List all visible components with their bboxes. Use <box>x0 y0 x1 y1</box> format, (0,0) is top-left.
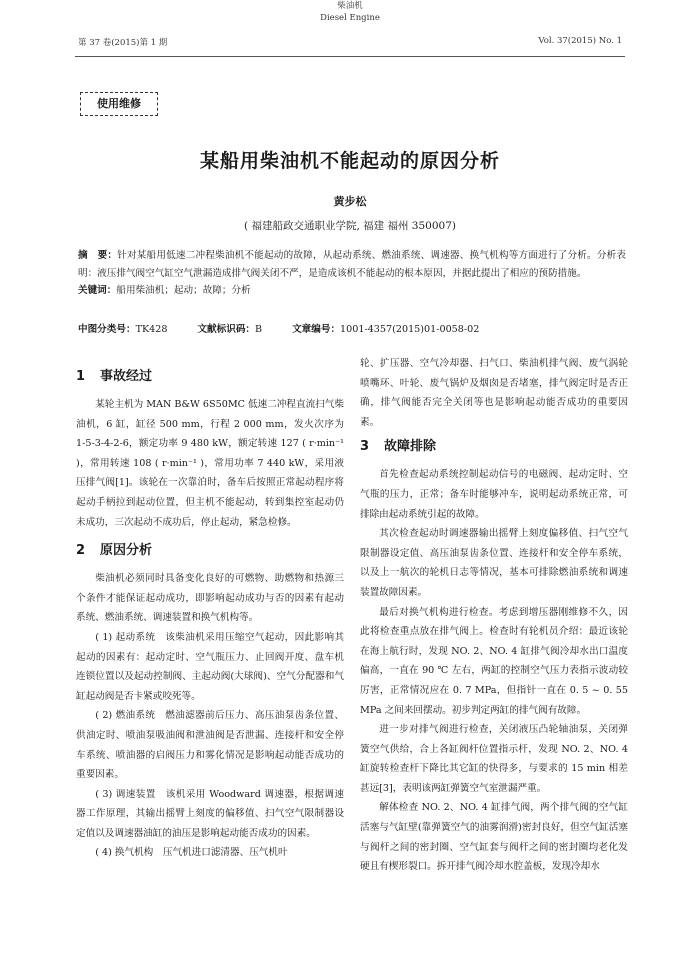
paragraph-split <box>76 843 344 863</box>
article-meta <box>78 321 479 335</box>
section-heading: 2 原因分析 <box>76 543 153 559</box>
category-tag: 使用维修 <box>80 92 158 116</box>
affiliation: ( 福建船政交通职业学院, 福建 福州 350007) <box>244 220 456 232</box>
article-no-label: 文章编号： <box>292 324 341 335</box>
paragraph: 某轮主机为 MAN B&W 6S50MC 低速二冲程直流扫气柴油机，6 缸，缸径 500 mm，行程 2 000 mm，发火次序为 1-5-3-4-2-6，额定功率 9 480 kW，额定转速 127 ( r·min⁻¹ )，常用转速 108 ( r·min⁻¹ )，常用功率 7 440 kW，采用液压排气阀[1]。该轮在一次靠泊时，备车后按照正常起动程序将起动手柄拉到起动位置，但主机不能起动，转到集控室起动仍未成功，三次起动不成功后，停止起动，紧急检修。 <box>76 399 344 528</box>
section-heading: 1 事故经过 <box>76 369 153 384</box>
paragraph: ( 3) 调速装置 该机采用 Woodward 调速器，根据调速器工作原理，其输出摇臂上刻度的偏移值、扫气空气限制器设定值以及调速器油缸的油压是影响起动能否成功的因素。 <box>76 788 344 839</box>
journal-issue-right: Vol. 37(2015) No. 1 <box>538 36 622 46</box>
paragraph-part-right: 轮、扩压器、空气冷却器、扫气口、柴油机排气阀、废气涡轮喷嘴环、叶轮、废气锅炉及烟囱是否堵塞，排气阀定时是否正确，排气阀能否完全关闭等也是影响起动能否成功的重要因素。 <box>360 358 628 428</box>
section-heading: 3 故障排除 <box>360 439 437 455</box>
abstract-text: 针对某船用低速二冲程柴油机不能起动的故障，从起动系统、燃油系统、调速器、换气机构等方面进行了分析。分析表明：液压排气阀空气缸空气泄漏造成排气阀关闭不严，是造成该机不能起动的根本原因，并据此提出了相应的预防措施。 <box>78 250 627 279</box>
author: 黄步松 <box>333 195 367 208</box>
right-column <box>360 354 628 877</box>
doc-code-value: B <box>255 324 263 335</box>
keywords-label: 关键词： <box>78 285 117 296</box>
keywords <box>78 282 626 300</box>
left-column <box>76 354 344 863</box>
abstract-block <box>78 247 626 300</box>
abstract <box>78 247 626 282</box>
article-no-value: 1001-4357(2015)01-0058-02 <box>340 324 480 335</box>
paragraph: 解体检查 NO. 2、NO. 4 缸排气阀，两个排气阀的空气缸活塞与气缸壁(靠弹簧空气的油雾润滑)密封良好，但空气缸活塞与阀杆之间的密封圈、空气缸套与阀杆之间的密封圈均老化发硬且有楔形裂口。拆开排气阀冷却水腔盖板，发现冷却水 <box>360 802 628 873</box>
paragraph-continued <box>360 354 628 432</box>
keywords-text: 船用柴油机；起动；故障；分析 <box>116 285 251 296</box>
paragraph: ( 1) 起动系统 该柴油机采用压缩空气起动，因此影响其起动的因素有：起动定时、空气瓶压力、止回阀开度、盘车机连锁位置以及起动控制阀、主起动阀(大球阀)、空气分配器和气缸起动阀是否卡紧或咬死等。 <box>76 631 344 702</box>
paragraph: 最后对换气机构进行检查。考虑到增压器刚维修不久，因此将检查重点放在排气阀上。检查时有轮机员介绍：最近该轮在海上航行时，发现 NO. 2、NO. 4 缸排气阀冷却水出口温度偏高，一直在 90 ℃ 左右，两缸的控制空气压力表指示波动较厉害，正常情况应在 0. 7 MPa，但指针一直在 0. 5 ~ 0. 55 MPa 之间来回摆动。初步判定两缸的排气阀有故障。 <box>360 606 628 716</box>
journal-name <box>0 0 700 24</box>
abstract-label: 摘 要： <box>78 250 118 261</box>
paragraph: 柴油机必须同时具备变化良好的可燃物、助燃物和热源三个条件才能保证起动成功，即影响起动成功与否的因素有起动系统、燃油系统、调速装置和换气机构等。 <box>76 573 344 624</box>
clc-value: TK428 <box>135 324 168 335</box>
journal-name-cn: 柴油机 <box>337 1 363 11</box>
paragraph: ( 2) 燃油系统 燃油滤器前后压力、高压油泵齿条位置、供油定时、喷油泵吸油阀和泄油阀是否泄漏、连接杆和安全停车系统、喷油器的启阀压力和雾化情况是影响起动能否成功的重要因素。 <box>76 710 344 781</box>
doc-code-label: 文献标识码： <box>197 324 256 335</box>
paragraph: 首先检查起动系统控制起动信号的电磁阀、起动定时、空气瓶的压力，正常；备车时能够冲车，说明起动系统正常，可排除由起动系统引起的故障。 <box>360 469 628 520</box>
clc-label: 中图分类号： <box>78 324 136 335</box>
journal-name-en: Diesel Engine <box>320 13 380 23</box>
header-divider <box>75 56 625 57</box>
article-title: 某船用柴油机不能起动的原因分析 <box>199 150 500 172</box>
journal-issue-left: 第 37 卷(2015)第 1 期 <box>78 38 168 48</box>
paragraph-part-left: ( 4) 换气机构 压气机进口滤清器、压气机叶 <box>95 847 288 859</box>
paragraph: 其次检查起动时调速器输出摇臂上刻度偏移值、扫气空气限制器设定值、高压油泵齿条位置、连接杆和安全停车系统，以及上一航次的轮机日志等情况，基本可排除燃油系统和调速装置故障因素。 <box>360 528 628 598</box>
paragraph: 进一步对排气阀进行检查，关闭液压凸轮轴油泵，关闭弹簧空气供给，合上各缸阀杆位置指示杆，发现 NO. 2、NO. 4 缸旋转检查杆下降比其它缸的快得多，与要求的 15 min 相差甚远[3]，表明该两缸弹簧空气室泄漏严重。 <box>360 724 628 794</box>
